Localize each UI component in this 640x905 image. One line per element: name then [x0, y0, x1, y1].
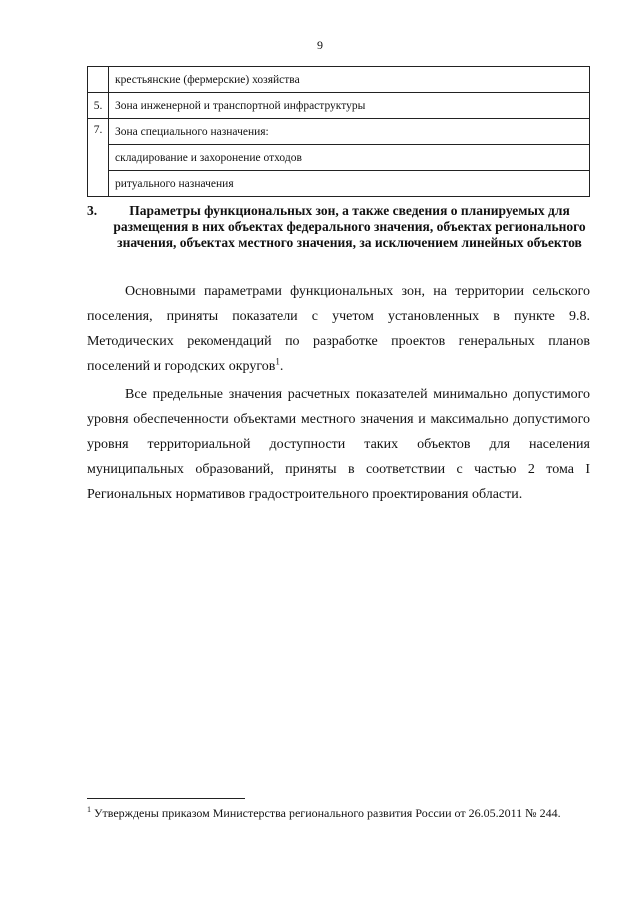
paragraph-1-text: Основными параметрами функциональных зон, на территории сельского поселения, приняты показатели с учетом установленных в пункте 9.8. Методических рекомендаций по разработке проектов генеральных планов поселений и городских округов [87, 284, 590, 374]
paragraph-2: Все предельные значения расчетных показателей минимально допустимого уровня обеспеченности объектами местного значения и максимально допустимого уровня территориальной доступности таких объектов для населения муниципальных образований, приняты в соответствии с частью 2 тома I Региональных нормативов градостроительного проектирования области. [87, 387, 590, 502]
footnote [87, 802, 590, 821]
table-row [88, 67, 590, 93]
footnote-ref[interactable]: 1 [275, 356, 280, 367]
section-heading [87, 203, 590, 251]
table-row [88, 119, 590, 145]
footnote-text: Утверждены приказом Министерства регионального развития России от 26.05.2011 № 244. [91, 806, 561, 820]
row-text: складирование и захоронение отходов [109, 145, 590, 171]
table-row [88, 171, 590, 197]
row-number [88, 67, 109, 93]
paragraph-1 [87, 279, 590, 379]
table-row [88, 93, 590, 119]
paragraph-1-end: . [279, 359, 284, 374]
row-text: ритуального назначения [109, 171, 590, 197]
section-number: 3. [87, 203, 98, 218]
footnote-marker: 1 [87, 805, 91, 814]
row-text: Зона специального назначения: [109, 119, 590, 145]
row-number: 7. [88, 119, 109, 197]
section-title: Параметры функциональных зон, а также сведения о планируемых для размещения в них объектах федерального значения, объектах регионального значения, объектах местного значения, за исключением линейных объектов [113, 203, 586, 250]
page-number: 9 [317, 38, 323, 52]
footnote-divider [87, 798, 245, 799]
row-text: крестьянские (фермерские) хозяйства [109, 67, 590, 93]
row-text: Зона инженерной и транспортной инфраструктуры [109, 93, 590, 119]
table-row [88, 145, 590, 171]
row-number: 5. [88, 93, 109, 119]
zones-table [87, 66, 590, 197]
